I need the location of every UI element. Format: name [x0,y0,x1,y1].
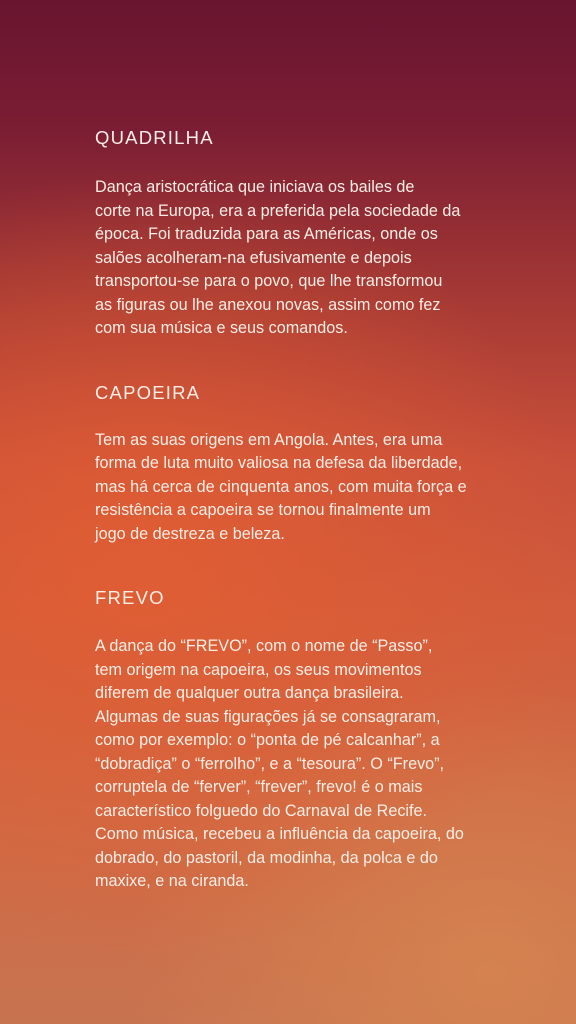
body-line: salões acolheram-na efusivamente e depois [95,248,412,267]
section-body-quadrilha [95,176,495,341]
body-line: transportou-se para o povo, que lhe transformou [95,272,443,290]
section-title-capoeira: CAPOEIRA [95,381,201,403]
body-line: diferem de qualquer outra dança brasileira. [95,684,404,702]
body-line: A dança do “FREVO”, com o nome de “Passo”, [95,637,433,655]
body-line: época. Foi traduzida para as Américas, onde os [95,225,438,243]
body-line: Dança aristocrática que iniciava os bailes de [95,178,415,196]
body-line: tem origem na capoeira, os seus movimentos [95,660,422,679]
body-line: com sua música e seus comandos. [95,319,348,337]
content-column [95,126,495,894]
body-line: característico folguedo do Carnaval de Recife. [95,801,428,820]
section-title-frevo: FREVO [95,587,165,608]
body-line: corruptela de “ferver”, “frever”, frevo! é o mais [95,778,423,796]
section-body-frevo [95,635,495,894]
body-line: resistência a capoeira se tornou finalmente um [95,501,431,519]
body-line: Como música, recebeu a influência da capoeira, do [95,825,464,843]
section-title-quadrilha: QUADRILHA [95,127,214,148]
body-line: corte na Europa, era a preferida pela sociedade da [95,201,461,220]
body-line: dobrado, do pastoril, da modinha, da polca e do [95,848,438,867]
body-line: as figuras ou lhe anexou novas, assim como fez [95,295,441,314]
body-line: como por exemplo: o “ponta de pé calcanhar”, a [95,731,440,749]
body-line: “dobradiça” o “ferrolho”, e a “tesoura”. O “Frevo”, [95,754,445,773]
section-body-capoeira [95,429,495,547]
body-line: Algumas de suas figurações já se consagraram, [95,707,441,726]
body-line: maxixe, e na ciranda. [95,872,249,890]
body-line: forma de luta muito valiosa na defesa da liberdade, [95,454,463,472]
body-line: Tem as suas origens em Angola. Antes, era uma [95,430,443,449]
body-line: jogo de destreza e beleza. [95,524,285,543]
body-line: mas há cerca de cinquenta anos, com muita força e [95,477,467,496]
